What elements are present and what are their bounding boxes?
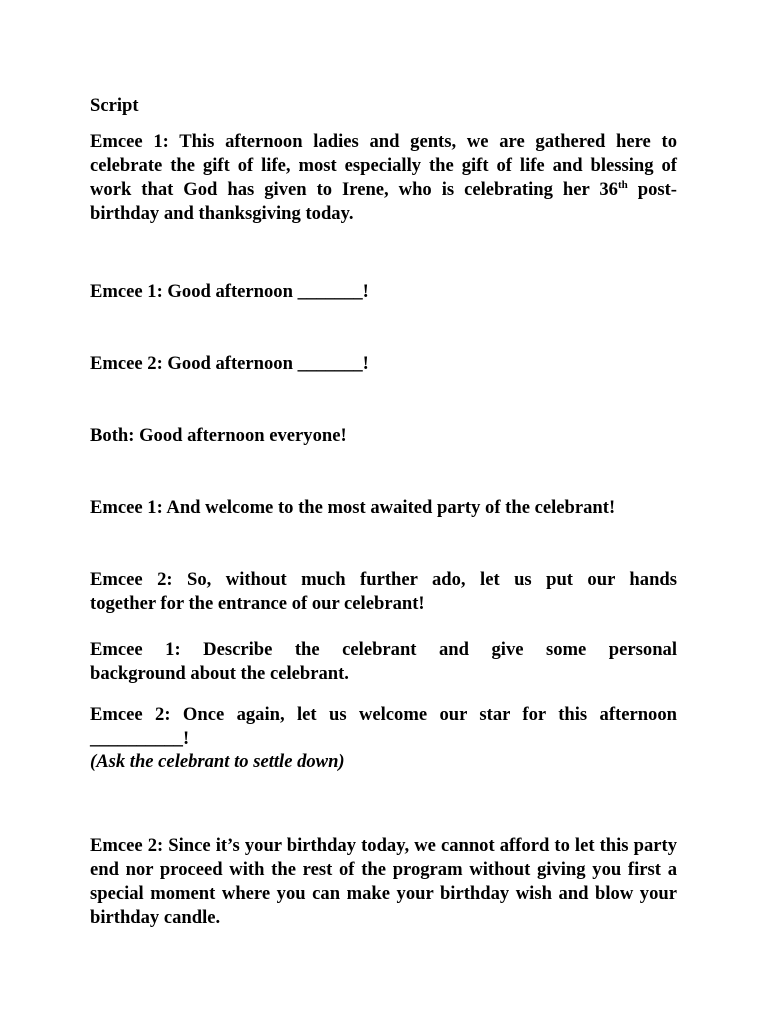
script-heading: Script	[90, 95, 139, 116]
opening-text: Emcee 1: This afternoon ladies and gents, we are gathered here to celebrate the gift of life, most especially the gift of life and blessing of work that God has given to Irene, who is celebrating her 36	[90, 131, 677, 200]
both-greeting-line: Both: Good afternoon everyone!	[90, 425, 347, 446]
welcome-line: Emcee 1: And welcome to the most awaited party of the celebrant!	[90, 497, 616, 518]
star-line-2: __________!	[90, 728, 190, 749]
ordinal-suffix: th	[617, 179, 628, 191]
opening-text-end: post-birthday and thanksgiving today.	[90, 179, 678, 224]
entrance-line-1: Emcee 2: So, without much further ado, let us put our hands	[90, 569, 677, 590]
describe-line-1: Emcee 1: Describe the celebrant and give some personal	[90, 639, 677, 660]
birthday-wish-paragraph: Emcee 2: Since it’s your birthday today, we cannot afford to let this party end nor proceed with the rest of the program without giving you first a special moment where you can make your birthday wish and blow your birthday candle.	[90, 835, 677, 928]
describe-line-2: background about the celebrant.	[90, 663, 349, 684]
star-line-1: Emcee 2: Once again, let us welcome our star for this afternoon	[90, 704, 677, 725]
emcee2-greeting-line: Emcee 2: Good afternoon _______!	[90, 353, 369, 374]
entrance-line-2: together for the entrance of our celebrant!	[90, 593, 425, 614]
emcee1-opening-paragraph	[90, 130, 677, 226]
emcee1-greeting-line: Emcee 1: Good afternoon _______!	[90, 281, 369, 302]
settle-instruction: (Ask the celebrant to settle down)	[90, 751, 345, 772]
